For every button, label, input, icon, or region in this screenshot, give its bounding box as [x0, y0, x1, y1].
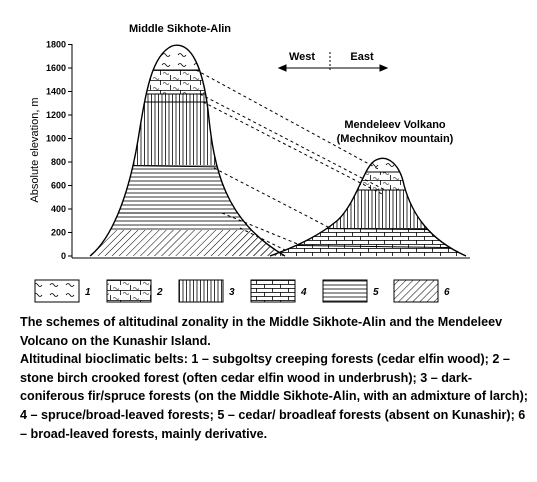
y-tick-label: 400	[50, 204, 66, 214]
y-tick-label: 200	[50, 227, 66, 238]
belt-5-left	[80, 165, 300, 230]
caption-title: The schemes of altitudinal zonality in the Middle Sikhote-Alin and the Mendeleev Volcano on the Kunashir Island.	[20, 315, 503, 348]
legend-number-4: 4	[301, 287, 307, 298]
y-axis-label: Absolute elevation, m	[29, 97, 41, 203]
figure-caption	[20, 313, 530, 443]
left-mountain	[80, 40, 300, 260]
legend-swatch-3	[179, 280, 223, 302]
y-tick-label: 1200	[45, 110, 66, 120]
direction-east-label: East	[350, 51, 374, 63]
legend-number-2: 2	[157, 287, 163, 298]
y-tick-label: 600	[50, 180, 66, 191]
belt-1-right	[260, 150, 480, 172]
y-tick-label: 1400	[45, 86, 66, 97]
right-mountain	[260, 150, 480, 258]
legend-number-5: 5	[373, 287, 379, 298]
y-tick-label: 0	[60, 251, 66, 261]
legend-number-6: 6	[444, 287, 450, 298]
legend-number-3: 3	[229, 287, 235, 298]
legend	[35, 280, 450, 302]
belt-2-left	[80, 70, 300, 94]
legend-swatch-6	[394, 280, 438, 302]
y-axis	[29, 44, 72, 258]
belt-1-left	[80, 40, 300, 70]
legend-number-1: 1	[85, 287, 91, 298]
right-mountain-title-line1: Mendeleev Volkano	[344, 119, 446, 131]
belt-3-right	[260, 190, 480, 228]
right-mountain-title-line2: (Mechnikov mountain)	[336, 133, 454, 145]
legend-swatch-2	[107, 280, 151, 302]
belt-3-left	[80, 94, 300, 165]
y-tick-label: 1800	[45, 39, 66, 50]
y-tick-label: 1600	[45, 63, 66, 73]
legend-swatch-1	[35, 280, 79, 302]
direction-west-label: West	[288, 51, 316, 63]
left-mountain-title: Middle Sikhote-Alin	[128, 23, 232, 35]
caption-body: Altitudinal bioclimatic belts: 1 – subgoltsy creeping forests (cedar elfin wood); 2 – stone birch crooked forest (often cedar elfin wood in underbrush); 3 – dark-coniferous fir/spruce forests (on the Middle Sikhote-Alin, with an admixture of larch); 4 – spruce/broad-leaved forests; 5 – cedar/ broadleaf forests (absent on Kunashir); 6 – broad-leaved forests, mainly derivative.	[20, 352, 529, 441]
belt-4-right	[260, 228, 480, 258]
y-tick-label: 1000	[45, 133, 66, 144]
legend-swatch-5	[323, 280, 367, 302]
y-axis-ticks	[46, 40, 72, 262]
legend-swatch-4	[251, 280, 295, 302]
y-tick-label: 800	[50, 157, 66, 167]
